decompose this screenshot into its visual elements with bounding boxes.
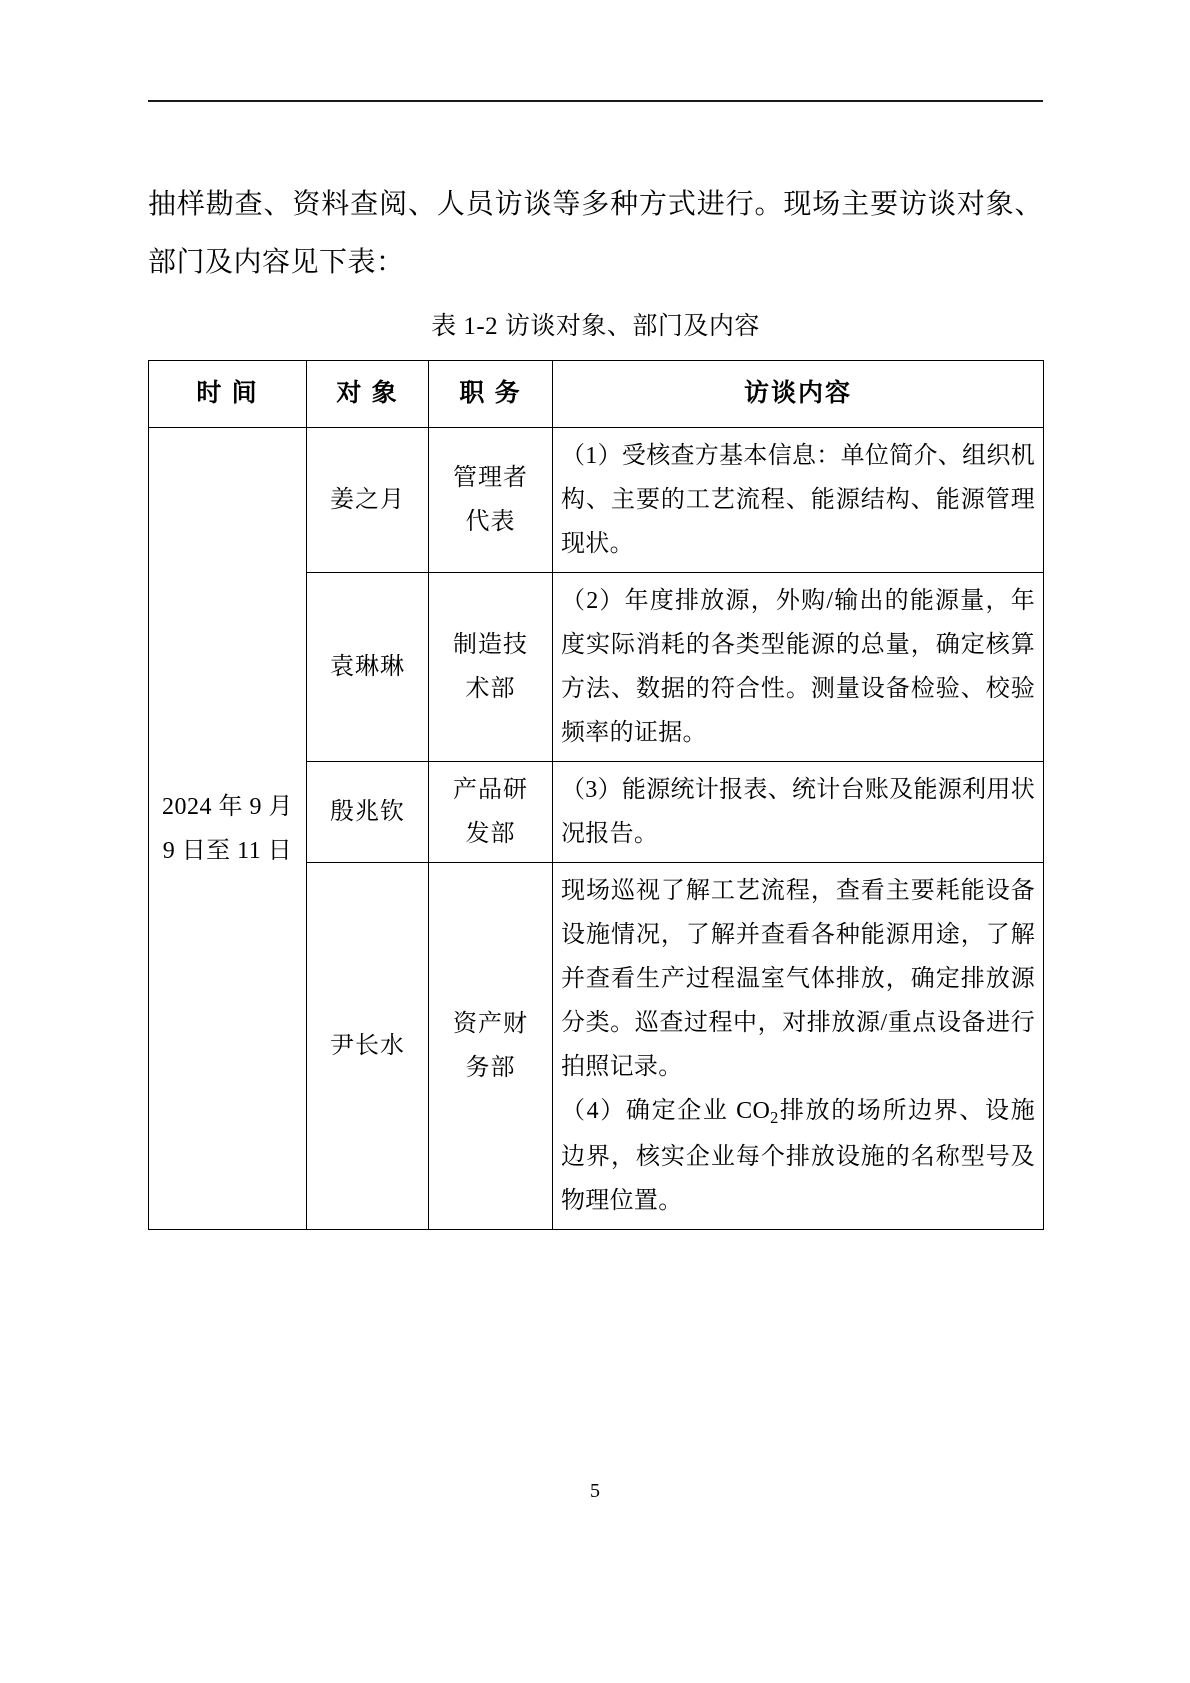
cell-person-1: 姜之月 — [307, 428, 429, 573]
cell-content-4 — [553, 863, 1044, 1230]
time-line-1: 2024 年 9 月 — [162, 793, 293, 820]
role-3-line-2: 发部 — [465, 821, 516, 847]
page-content — [148, 176, 1043, 1230]
cell-content-2: （2）年度排放源，外购/输出的能源量，年度实际消耗的各类型能源的总量，确定核算方法、数据的符合性。测量设备检验、校验频率的证据。 — [553, 573, 1044, 762]
page-number: 5 — [590, 1480, 600, 1502]
role-4-line-2: 务部 — [465, 1055, 516, 1081]
column-header-time: 时 间 — [149, 361, 307, 428]
column-header-content: 访谈内容 — [553, 361, 1044, 428]
cell-person-4: 尹长水 — [307, 863, 429, 1230]
cell-role-4 — [429, 863, 553, 1230]
cell-person-2: 袁琳琳 — [307, 573, 429, 762]
table-header-row — [149, 361, 1044, 428]
table-caption: 表 1-2 访谈对象、部门及内容 — [431, 313, 760, 340]
column-header-person: 对 象 — [307, 361, 429, 428]
column-header-role: 职 务 — [429, 361, 553, 428]
header-rule — [148, 100, 1043, 102]
role-3-line-1: 产品研 — [453, 777, 528, 803]
content-4-paragraph-1: 现场巡视了解工艺流程，查看主要耗能设备设施情况，了解并查看各种能源用途，了解并查看生产过程温室气体排放，确定排放源分类。巡查过程中，对排放源/重点设备进行拍照记录。 — [561, 878, 1035, 1080]
co2-text-before: （4）确定企业 CO — [561, 1098, 771, 1124]
content-4-paragraph-2 — [561, 1089, 1035, 1223]
cell-content-3: （3）能源统计报表、统计台账及能源利用状况报告。 — [553, 762, 1044, 863]
co2-text-after: 排放的场所边界、设施边界，核实企业每个排放设施的名称型号及物理位置。 — [561, 1098, 1035, 1214]
interview-table — [148, 360, 1044, 1230]
cell-role-2 — [429, 573, 553, 762]
role-2-line-2: 术部 — [465, 676, 516, 702]
role-4-line-1: 资产财 — [453, 1011, 528, 1037]
cell-role-3 — [429, 762, 553, 863]
body-paragraph: 抽样勘查、资料查阅、人员访谈等多种方式进行。现场主要访谈对象、部门及内容见下表： — [148, 189, 1043, 278]
cell-content-1: （1）受核查方基本信息：单位简介、组织机构、主要的工艺流程、能源结构、能源管理现状。 — [553, 428, 1044, 573]
cell-person-3: 殷兆钦 — [307, 762, 429, 863]
co2-subscript: 2 — [770, 1107, 779, 1127]
role-2-line-1: 制造技 — [453, 632, 528, 658]
role-1-line-1: 管理者 — [453, 465, 528, 491]
time-line-2: 9 日至 11 日 — [162, 837, 293, 864]
cell-time-range — [149, 428, 307, 1230]
table-row — [149, 428, 1044, 573]
cell-role-1 — [429, 428, 553, 573]
role-1-line-2: 代表 — [465, 509, 516, 535]
